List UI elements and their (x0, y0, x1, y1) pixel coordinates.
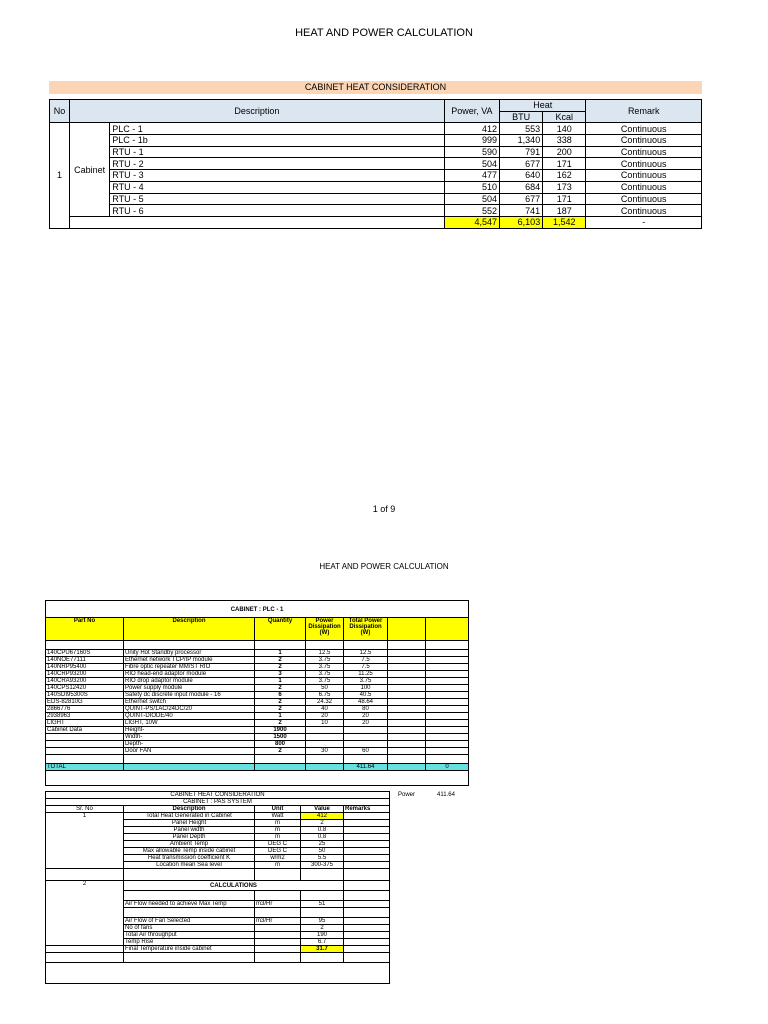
power-value: 999 (444, 135, 499, 147)
kcal-value: 200 (543, 146, 586, 158)
total-power: 20 (344, 720, 388, 727)
kcal-value: 338 (543, 135, 586, 147)
btu-value: 741 (500, 205, 543, 217)
btu-value: 640 (500, 170, 543, 182)
total-power: 20 (344, 713, 388, 720)
table-row (46, 685, 469, 692)
param-value: 5.5 (301, 855, 344, 862)
table-row (46, 664, 469, 671)
header-total-power: Total Power Dissipation (W) (344, 618, 388, 641)
header-btu: BTU (500, 111, 543, 123)
part-no: 2866776 (46, 706, 124, 713)
quantity: 1 (255, 650, 306, 657)
kcal-value: 171 (543, 193, 586, 205)
quantity: 800 (255, 741, 306, 748)
part-no: 140CRP93200 (46, 671, 124, 678)
part-description: Ethernet switch (124, 699, 255, 706)
total-label: TOTAL (46, 764, 124, 771)
btu-value: 553 (500, 123, 543, 135)
table-row (46, 657, 469, 664)
plc-table-caption: CABINET : PLC - 1 (46, 603, 469, 618)
part-no (46, 748, 124, 755)
param-unit: m (255, 820, 301, 827)
param-description: Panel Depth (124, 834, 255, 841)
calc-description: Temp Rise (124, 939, 255, 946)
cabinet-heat-table (45, 792, 390, 963)
table-row (46, 727, 469, 734)
total-power: 7.5 (344, 664, 388, 671)
header-heat: Heat (500, 100, 586, 112)
table-row (50, 146, 702, 158)
total-power (344, 727, 388, 734)
sr-no-2: 2 (46, 881, 124, 946)
total-power (344, 734, 388, 741)
param-description: Heat transmission coefficient K (124, 855, 255, 862)
table-row (46, 692, 469, 699)
kcal-value: 187 (543, 205, 586, 217)
calc-description: No of fans (124, 925, 255, 932)
power-dissipation: 50 (306, 685, 344, 692)
quantity: 3 (255, 671, 306, 678)
total-kcal: 1,542 (543, 216, 586, 228)
calc-unit (255, 939, 301, 946)
plc-table (45, 603, 469, 771)
total-extra: 0 (426, 764, 469, 771)
quantity: 2 (255, 685, 306, 692)
table-row (46, 699, 469, 706)
remark-value: Continuous (586, 123, 702, 135)
header-description: Description (124, 618, 255, 641)
cab-heat-subtitle: CABINET : PAS SYSTEM (46, 799, 390, 806)
table-row (50, 193, 702, 205)
param-unit: m (255, 834, 301, 841)
power-dissipation: 10 (306, 720, 344, 727)
param-value: 0.8 (301, 827, 344, 834)
quantity: 1 (255, 678, 306, 685)
param-value: 50 (301, 848, 344, 855)
part-description: Unity Hot Standby processor (124, 650, 255, 657)
power-dissipation: 24.32 (306, 699, 344, 706)
part-description: Width- (124, 734, 255, 741)
param-description: Ambient Temp (124, 841, 255, 848)
total-btu: 6,103 (500, 216, 543, 228)
power-dissipation: 3.75 (306, 671, 344, 678)
kcal-value: 171 (543, 158, 586, 170)
table-row (46, 678, 469, 685)
table-row (46, 671, 469, 678)
header-empty (388, 618, 426, 641)
item-name: RTU - 6 (110, 205, 445, 217)
total-power: 7.5 (344, 657, 388, 664)
table-row (46, 813, 390, 820)
total-power: 11.25 (344, 671, 388, 678)
calc-description: Total Air throughput (124, 932, 255, 939)
param-description: Panel width (124, 827, 255, 834)
table-row (46, 734, 469, 741)
power-value: 510 (444, 181, 499, 193)
header-value: Value (301, 806, 344, 813)
param-value: 2 (301, 820, 344, 827)
part-no: Cabinet Data (46, 727, 124, 734)
header-quantity: Quantity (255, 618, 306, 641)
part-description: Power supply module (124, 685, 255, 692)
power-dissipation (306, 741, 344, 748)
calc-description: Air Flow needed to achieve Max Temp (124, 901, 255, 908)
header-no: No (50, 100, 70, 123)
kcal-value: 162 (543, 170, 586, 182)
part-description: Height- (124, 727, 255, 734)
power-dissipation: 40 (306, 706, 344, 713)
item-name: RTU - 2 (110, 158, 445, 170)
table-row (50, 123, 702, 135)
remark-value: Continuous (586, 146, 702, 158)
remark-value: Continuous (586, 135, 702, 147)
power-dissipation: 3.75 (306, 664, 344, 671)
quantity: 2 (255, 664, 306, 671)
table-row (50, 181, 702, 193)
total-power: 100 (344, 685, 388, 692)
header-empty (426, 618, 469, 641)
power-dissipation: 3.75 (306, 678, 344, 685)
param-unit: DEG C (255, 848, 301, 855)
header-kcal: Kcal (543, 111, 586, 123)
cab-heat-title: CABINET HEAT CONSIDERATION (46, 792, 390, 799)
power-value: 504 (444, 193, 499, 205)
side-power-label: Power (398, 792, 416, 798)
calc-unit (255, 925, 301, 932)
power-value: 552 (444, 205, 499, 217)
header-remarks: Remarks (344, 806, 390, 813)
power-dissipation: 6.75 (306, 692, 344, 699)
total-power: 48.64 (344, 699, 388, 706)
param-description: Location mean Sea level (124, 862, 255, 869)
remark-value: Continuous (586, 193, 702, 205)
total-remark: - (586, 216, 702, 228)
part-no: 140NOE77111 (46, 657, 124, 664)
table-row (46, 713, 469, 720)
param-description: Panel Height (124, 820, 255, 827)
btu-value: 677 (500, 158, 543, 170)
calculations-heading: CALCULATIONS (124, 881, 344, 891)
group-label: Cabinet (70, 123, 110, 217)
page-number: 1 of 9 (372, 504, 396, 514)
btu-value: 791 (500, 146, 543, 158)
table-row (46, 946, 390, 953)
total-power: 60 (344, 748, 388, 755)
calc-value: 95 (301, 918, 344, 925)
item-name: PLC - 1 (110, 123, 445, 135)
quantity: 1 (255, 713, 306, 720)
part-no: 140CPU67160S (46, 650, 124, 657)
power-dissipation (306, 727, 344, 734)
part-no: 2938963 (46, 713, 124, 720)
calc-unit (255, 932, 301, 939)
header-power-dissipation: Power Dissipation (W) (306, 618, 344, 641)
param-unit: m (255, 862, 301, 869)
calc-description: Final Temperature inside cabinet (124, 946, 255, 953)
item-name: RTU - 4 (110, 181, 445, 193)
power-dissipation (306, 734, 344, 741)
remark-value: Continuous (586, 181, 702, 193)
total-row (50, 216, 702, 228)
item-name: PLC - 1b (110, 135, 445, 147)
item-name: RTU - 5 (110, 193, 445, 205)
param-description: Total Heat Generated in Cabinet (124, 813, 255, 820)
calc-value: 2 (301, 925, 344, 932)
header-description: Description (70, 100, 445, 123)
param-unit: w/m2 (255, 855, 301, 862)
part-no: EDS-82810G (46, 699, 124, 706)
remark-value: Continuous (586, 170, 702, 182)
param-value: 25 (301, 841, 344, 848)
table-row (50, 170, 702, 182)
quantity: 1900 (255, 727, 306, 734)
part-description: Depth- (124, 741, 255, 748)
quantity: 6 (255, 692, 306, 699)
part-description: Safety dc discrete input module - 16 (124, 692, 255, 699)
table-row (46, 748, 469, 755)
header-power: Power, VA (444, 100, 499, 123)
power-value: 412 (444, 123, 499, 135)
quantity: 2 (255, 748, 306, 755)
param-unit: DEG C (255, 841, 301, 848)
table-row (46, 741, 469, 748)
table-row (46, 650, 469, 657)
param-unit: m (255, 827, 301, 834)
part-no: 140NRP95400 (46, 664, 124, 671)
total-power: 3.75 (344, 678, 388, 685)
quantity: 2 (255, 720, 306, 727)
power-dissipation: 12.5 (306, 650, 344, 657)
table-row (50, 205, 702, 217)
table-row (50, 158, 702, 170)
remark-value: Continuous (586, 205, 702, 217)
quantity: 2 (255, 657, 306, 664)
part-description: QUINT-PS/1AC/24DC/20 (124, 706, 255, 713)
power-dissipation: 30 (306, 748, 344, 755)
part-no: 140SDI95300S (46, 692, 124, 699)
part-description: RIO head-end adaptor module (124, 671, 255, 678)
quantity: 2 (255, 706, 306, 713)
page-title-2: HEAT AND POWER CALCULATION (319, 562, 449, 571)
total-power: 80 (344, 706, 388, 713)
remark-value: Continuous (586, 158, 702, 170)
part-description: Door FAN (124, 748, 255, 755)
item-name: RTU - 3 (110, 170, 445, 182)
header-description: Description (124, 806, 255, 813)
header-part-no: Part No (46, 618, 124, 641)
part-description: QUINT-DIODE/40 (124, 713, 255, 720)
param-description: Max allowable Temp inside cabinet (124, 848, 255, 855)
total-power: 12.5 (344, 650, 388, 657)
part-no: 140CPS12420 (46, 685, 124, 692)
part-description: LIGHT, 10W (124, 720, 255, 727)
calc-unit (255, 946, 301, 953)
group-number: 1 (50, 123, 70, 228)
item-name: RTU - 1 (110, 146, 445, 158)
header-unit: Unit (255, 806, 301, 813)
total-power (344, 741, 388, 748)
param-value: 412 (301, 813, 344, 820)
part-no: LIGHT (46, 720, 124, 727)
final-temperature-value: 31.7 (301, 946, 344, 953)
calc-value: 190 (301, 932, 344, 939)
power-dissipation: 3.75 (306, 657, 344, 664)
power-value: 477 (444, 170, 499, 182)
part-description: Ethernet network TCP/IP module (124, 657, 255, 664)
page-title: HEAT AND POWER CALCULATION (295, 27, 473, 39)
total-power: 40.5 (344, 692, 388, 699)
param-value: 0.8 (301, 834, 344, 841)
table-row (50, 135, 702, 147)
part-no (46, 741, 124, 748)
kcal-value: 140 (543, 123, 586, 135)
total-value: 411.64 (344, 764, 388, 771)
sr-no-1: 1 (46, 813, 124, 869)
part-no (46, 734, 124, 741)
header-remark: Remark (586, 100, 702, 123)
btu-value: 684 (500, 181, 543, 193)
cabinet-heat-banner: CABINET HEAT CONSIDERATION (49, 81, 702, 94)
param-unit: Watt (255, 813, 301, 820)
calc-description: Air Flow of Fan Selected (124, 918, 255, 925)
table-row (46, 720, 469, 727)
calc-unit: m3/Hr (255, 918, 301, 925)
total-power: 4,547 (444, 216, 499, 228)
calc-value: 6.7 (301, 939, 344, 946)
btu-value: 1,340 (500, 135, 543, 147)
table-row (46, 706, 469, 713)
summary-table (49, 99, 702, 229)
part-no: 140CRA93200 (46, 678, 124, 685)
btu-value: 677 (500, 193, 543, 205)
side-power-value: 411.64 (437, 792, 455, 798)
header-sr-no: Sr. No (46, 806, 124, 813)
quantity: 1500 (255, 734, 306, 741)
quantity: 2 (255, 699, 306, 706)
calc-value: 51 (301, 901, 344, 908)
power-value: 590 (444, 146, 499, 158)
calc-unit: m3/Hr (255, 901, 301, 908)
kcal-value: 173 (543, 181, 586, 193)
part-description: Fibre optic repeater MM/ST RIO (124, 664, 255, 671)
power-dissipation: 20 (306, 713, 344, 720)
part-description: RIO drop adaptor module (124, 678, 255, 685)
total-row (46, 764, 469, 771)
param-value: 300-375 (301, 862, 344, 869)
power-value: 504 (444, 158, 499, 170)
